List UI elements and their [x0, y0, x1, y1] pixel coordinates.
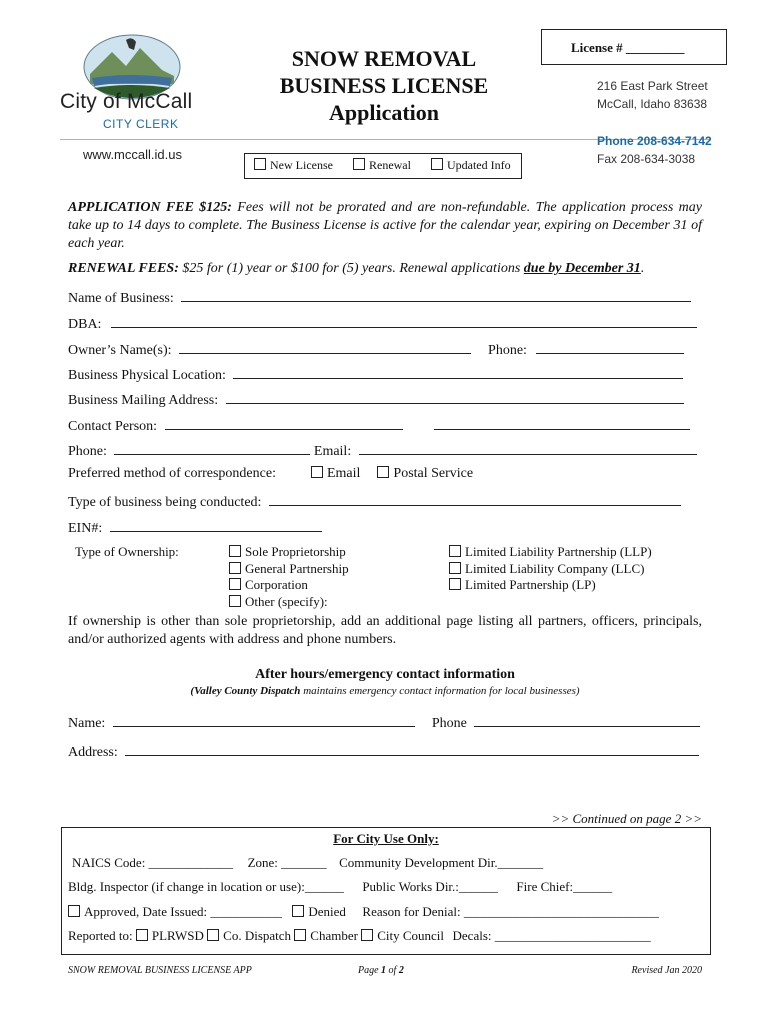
checkbox-denied[interactable]: [292, 905, 304, 917]
dba-row: [68, 313, 697, 333]
city-use-row4: [68, 928, 651, 944]
public-works-dir: Public Works Dir.:______: [362, 879, 498, 894]
contact-phone-email-row: [68, 440, 697, 460]
emergency-heading: After hours/emergency contact information: [255, 667, 515, 682]
ownership-note: If ownership is other than sole proprietorship, add an additional page listing all partners, officers, principals, and/or authorized agents with address and phone numbers.: [68, 614, 702, 647]
city-name: City of McCall: [60, 90, 193, 113]
footer-form-name: SNOW REMOVAL BUSINESS LICENSE APP: [68, 965, 252, 976]
emergency-address-row: [68, 741, 699, 761]
emergency-address-field[interactable]: [125, 741, 699, 756]
mailing-address-field[interactable]: [226, 389, 684, 404]
checkbox-chamber[interactable]: [294, 929, 306, 941]
emergency-name-row: [68, 712, 700, 732]
emergency-name-label: Name:: [68, 716, 106, 731]
renewal-label: Renewal: [368, 158, 411, 172]
application-fee-label: APPLICATION FEE $125:: [68, 200, 232, 215]
llc-label: Limited Liability Company (LLC): [465, 560, 645, 576]
new-license-label: New License: [270, 158, 333, 172]
preferred-method-label: Preferred method of correspondence:: [68, 466, 276, 481]
preferred-method-row: [68, 466, 473, 482]
business-type-field[interactable]: [269, 491, 681, 506]
ownership-col1: [229, 544, 349, 610]
ownership-label: Type of Ownership:: [75, 544, 179, 559]
application-fee-paragraph: [68, 199, 702, 253]
contact-person-field[interactable]: [165, 415, 403, 430]
dispatch-name: (Valley County Dispatch: [190, 685, 301, 697]
city-use-row2: [68, 879, 612, 895]
page-num: 1: [381, 965, 387, 976]
chamber-label: Chamber: [310, 928, 358, 943]
bldg-inspector: Bldg. Inspector (if change in location or use):______: [68, 879, 344, 894]
ownership-option-sole[interactable]: [229, 544, 349, 561]
ownership-col2: [449, 544, 652, 594]
method-email-label: Email: [326, 466, 361, 481]
address-line1: 216 East Park Street: [597, 79, 708, 93]
website-link[interactable]: www.mccall.id.us: [83, 147, 182, 162]
continued-note: >> Continued on page 2 >>: [551, 811, 702, 826]
emergency-subheading: [68, 685, 702, 697]
ein-label: EIN#:: [68, 521, 103, 536]
updated-info-label: Updated Info: [446, 158, 511, 172]
ownership-option-lp[interactable]: [449, 577, 652, 594]
phone-number: Phone 208-634-7142: [597, 134, 712, 148]
ownership-option-other[interactable]: [229, 594, 349, 611]
checkbox-plrwsd[interactable]: [136, 929, 148, 941]
contact-phone-field[interactable]: [114, 440, 310, 455]
emergency-address-label: Address:: [68, 745, 118, 760]
owner-names-label: Owner’s Name(s):: [68, 343, 172, 358]
city-use-heading: For City Use Only:: [333, 831, 439, 846]
zone: Zone: _______: [247, 855, 327, 870]
lp-label: Limited Partnership (LP): [465, 577, 596, 592]
business-type-row: [68, 491, 681, 511]
contact-person-field-2[interactable]: [434, 415, 690, 430]
sole-label: Sole Proprietorship: [245, 544, 346, 559]
footer-revised: Revised Jan 2020: [631, 965, 702, 976]
emergency-phone-label: Phone: [431, 716, 467, 731]
ein-field[interactable]: [110, 517, 322, 532]
page-total: 2: [398, 965, 404, 976]
method-postal-label: Postal Service: [393, 466, 474, 481]
city-clerk-label: CITY CLERK: [103, 117, 179, 131]
email-field[interactable]: [359, 440, 697, 455]
llp-label: Limited Liability Partnership (LLP): [465, 544, 652, 559]
city-council-label: City Council: [377, 928, 445, 943]
co-dispatch-label: Co. Dispatch: [223, 928, 292, 943]
fire-chief: Fire Chief:______: [516, 879, 613, 894]
community-dev-dir: Community Development Dir._______: [339, 855, 544, 870]
checkbox-method-postal[interactable]: [377, 466, 389, 478]
reported-to-label: Reported to:: [68, 928, 133, 943]
other-label: Other (specify):: [245, 593, 328, 609]
mailing-address-row: [68, 389, 684, 409]
decals: Decals: ________________________: [452, 928, 651, 943]
renewal-end: .: [640, 261, 645, 276]
corporation-label: Corporation: [245, 577, 308, 592]
mailing-address-label: Business Mailing Address:: [68, 393, 219, 408]
checkbox-method-email[interactable]: [311, 466, 323, 478]
dispatch-note: maintains emergency contact information for local businesses): [300, 685, 580, 697]
checkbox-updated-info[interactable]: [431, 158, 443, 170]
business-name-row: [68, 287, 691, 307]
page-prefix: Page: [358, 965, 382, 976]
owner-row: [68, 339, 684, 359]
physical-location-label: Business Physical Location:: [68, 368, 226, 383]
checkbox-new-license[interactable]: [254, 158, 266, 170]
dba-label: DBA:: [68, 317, 102, 332]
ownership-option-corporation[interactable]: [229, 577, 349, 594]
checkbox-approved[interactable]: [68, 905, 80, 917]
reason-for-denial: Reason for Denial: ______________________________: [362, 904, 659, 919]
checkbox-renewal[interactable]: [353, 158, 365, 170]
form-title-line2: BUSINESS LICENSE: [279, 73, 489, 98]
contact-phone-label: Phone:: [68, 444, 107, 459]
emergency-phone-field[interactable]: [474, 712, 700, 727]
business-name-label: Name of Business:: [68, 291, 174, 306]
ownership-option-general[interactable]: [229, 561, 349, 578]
city-use-row1: [72, 855, 543, 871]
license-type-options: [254, 158, 511, 173]
owner-names-field[interactable]: [179, 339, 471, 354]
business-name-field[interactable]: [181, 287, 691, 302]
approved-label: Approved, Date Issued: ___________: [84, 904, 282, 919]
renewal-due-date: due by December 31: [523, 261, 641, 276]
owner-phone-label: Phone:: [488, 343, 527, 358]
dba-field[interactable]: [111, 313, 697, 328]
email-label: Email:: [313, 444, 352, 459]
ownership-option-llp[interactable]: [449, 544, 652, 561]
physical-location-row: [68, 364, 683, 384]
checkbox-city-council[interactable]: [361, 929, 373, 941]
renewal-fees-text: $25 for (1) year or $100 for (5) years. Renewal applications: [178, 261, 524, 276]
business-type-label: Type of business being conducted:: [68, 495, 262, 510]
renewal-fees-label: RENEWAL FEES:: [68, 261, 179, 276]
address-line2: McCall, Idaho 83638: [597, 97, 708, 111]
plrwsd-label: PLRWSD: [151, 928, 204, 943]
renewal-fees-paragraph: [68, 261, 644, 277]
city-use-row3: [68, 904, 659, 920]
ownership-option-llc[interactable]: [449, 561, 652, 578]
owner-phone-field[interactable]: [536, 339, 684, 354]
emergency-name-field[interactable]: [113, 712, 415, 727]
footer-page-number: [358, 965, 404, 976]
form-title-line1: SNOW REMOVAL: [291, 46, 477, 71]
contact-person-row: [68, 415, 690, 435]
denied-label: Denied: [308, 904, 346, 919]
contact-person-label: Contact Person:: [68, 419, 158, 434]
ein-row: [68, 517, 322, 537]
license-number-label: License # _________: [571, 40, 685, 55]
page-of: of: [386, 965, 399, 976]
fax-number: Fax 208-634-3038: [597, 152, 696, 166]
general-label: General Partnership: [245, 560, 349, 576]
form-title-line3: Application: [328, 100, 440, 125]
naics-code: NAICS Code: _____________: [72, 855, 234, 870]
application-fee-text: Fees will not be prorated and are non-refundable. The application process may take up to 14 days to complete. The Business License is active for the calendar year, expiring on December 31 of each year.: [68, 200, 702, 251]
checkbox-co-dispatch[interactable]: [207, 929, 219, 941]
physical-location-field[interactable]: [233, 364, 683, 379]
